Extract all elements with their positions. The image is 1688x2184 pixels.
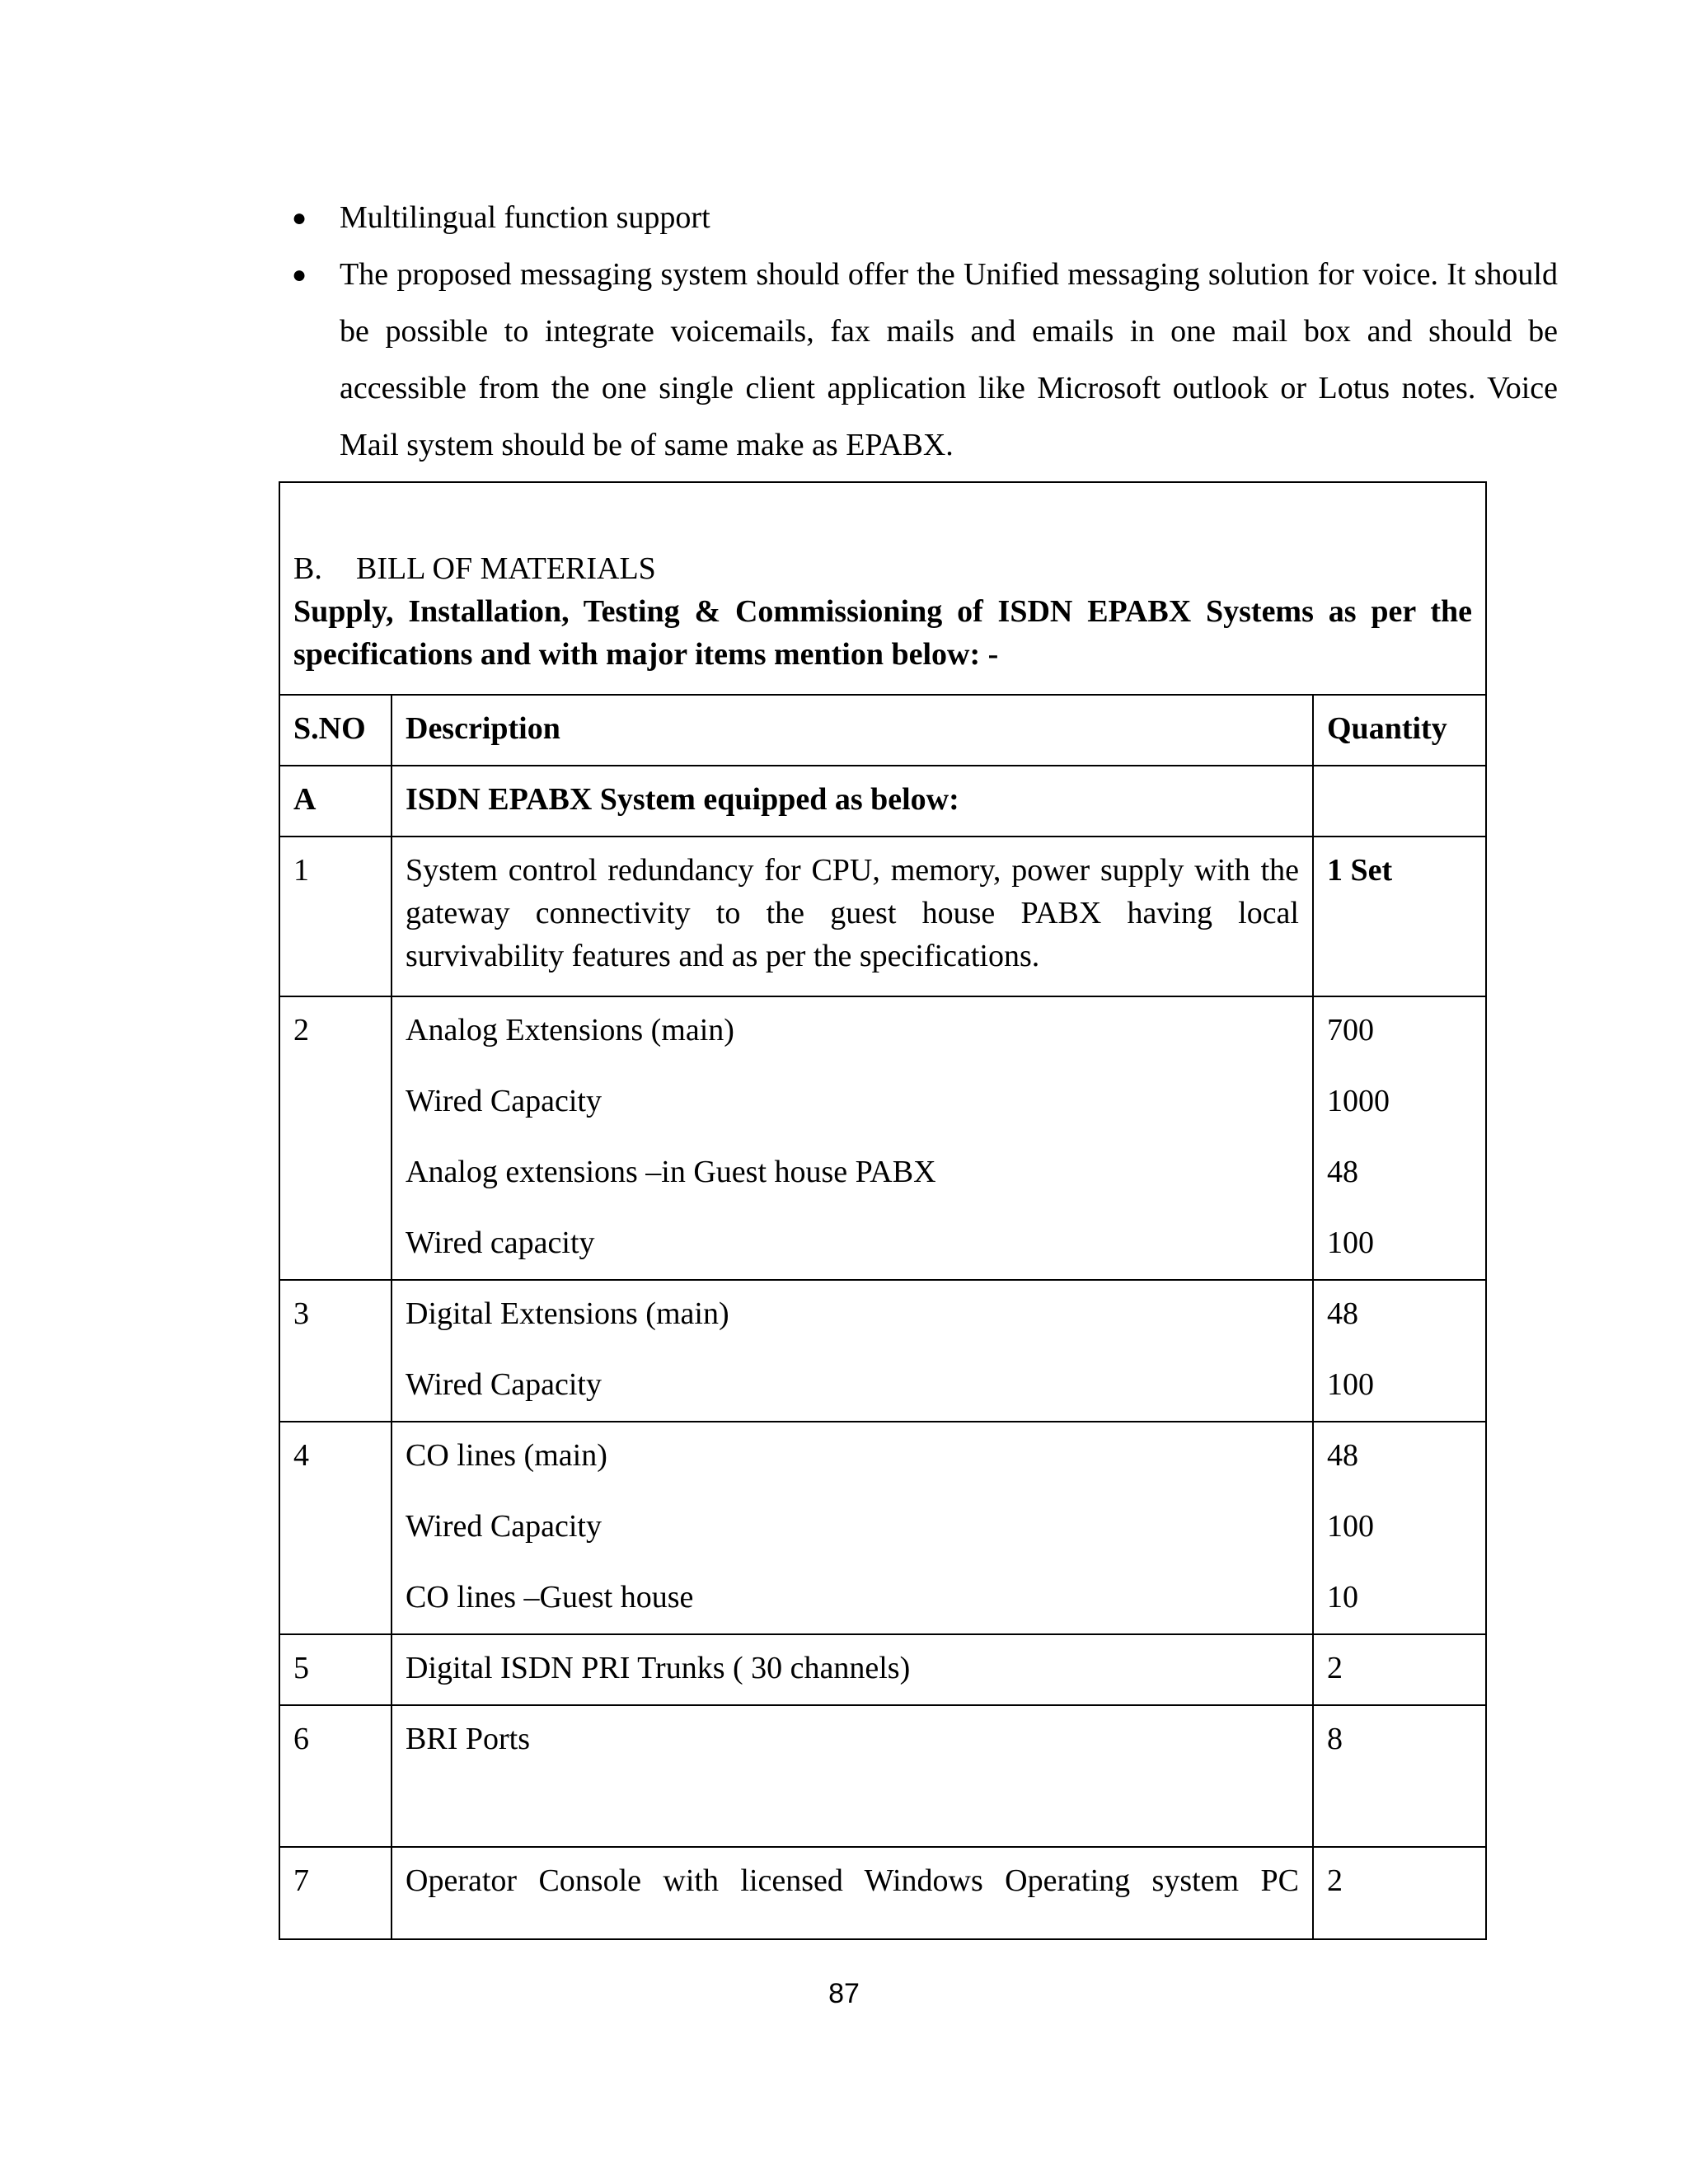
section-letter: B. <box>293 551 322 586</box>
table-group-row <box>279 766 1486 837</box>
row-qty: 48 <box>1327 1296 1358 1331</box>
table-row <box>279 1280 1486 1422</box>
bullet-icon: ● <box>292 204 307 232</box>
row-qty: 1000 <box>1327 1084 1390 1118</box>
section-heading <box>293 547 1472 590</box>
table-row <box>279 1705 1486 1847</box>
table-row <box>279 1847 1486 1939</box>
row-line: Wired Capacity <box>406 1084 602 1118</box>
table-row <box>279 1634 1486 1705</box>
row-description <box>392 1422 1313 1634</box>
row-quantity <box>1313 1280 1486 1422</box>
row-qty: 48 <box>1327 1155 1358 1189</box>
header-description: Description <box>392 695 1313 766</box>
row-description: Digital ISDN PRI Trunks ( 30 channels) <box>392 1634 1313 1705</box>
table-row <box>279 1422 1486 1634</box>
row-qty: 100 <box>1327 1509 1374 1544</box>
row-qty: 700 <box>1327 1013 1374 1047</box>
bullet-icon: ● <box>292 261 307 288</box>
row-quantity: 2 <box>1313 1634 1486 1705</box>
row-qty: 10 <box>1327 1580 1358 1615</box>
table-row <box>279 996 1486 1280</box>
row-quantity: 2 <box>1313 1847 1486 1939</box>
row-line: Wired Capacity <box>406 1509 602 1544</box>
row-quantity: 8 <box>1313 1705 1486 1847</box>
header-sno: S.NO <box>279 695 392 766</box>
table-header-row <box>279 695 1486 766</box>
row-line: CO lines (main) <box>406 1438 607 1473</box>
group-sno: A <box>279 766 392 837</box>
group-description: ISDN EPABX System equipped as below: <box>392 766 1313 837</box>
row-sno: 7 <box>279 1847 392 1939</box>
row-quantity <box>1313 1422 1486 1634</box>
row-sno: 6 <box>279 1705 392 1847</box>
row-description: System control redundancy for CPU, memory, power supply with the gateway connectivity to the guest house PABX having local survivability features and as per the specifications. <box>392 837 1313 996</box>
table-title-cell <box>279 482 1486 695</box>
row-sno: 4 <box>279 1422 392 1634</box>
bullet-text: Multilingual function support <box>340 200 710 235</box>
row-line: Wired capacity <box>406 1226 595 1260</box>
group-quantity <box>1313 766 1486 837</box>
page-number: 87 <box>828 1978 860 2009</box>
row-line: CO lines –Guest house <box>406 1580 694 1615</box>
row-sno: 1 <box>279 837 392 996</box>
row-line: Analog extensions –in Guest house PABX <box>406 1155 936 1189</box>
table-row <box>279 837 1486 996</box>
bullet-item <box>292 190 1558 246</box>
row-description <box>392 996 1313 1280</box>
row-quantity: 1 Set <box>1313 837 1486 996</box>
row-sno: 2 <box>279 996 392 1280</box>
row-description: Operator Console with licensed Windows Operating system PC <box>392 1847 1313 1939</box>
row-line: Analog Extensions (main) <box>406 1013 734 1047</box>
row-qty: 100 <box>1327 1367 1374 1402</box>
row-description <box>392 1280 1313 1422</box>
row-sno: 3 <box>279 1280 392 1422</box>
header-quantity: Quantity <box>1313 695 1486 766</box>
bullet-list <box>292 190 1558 474</box>
bullet-item <box>292 246 1558 474</box>
section-title: BILL OF MATERIALS <box>356 551 656 586</box>
table-subtitle: Supply, Installation, Testing & Commissioning of ISDN EPABX Systems as per the specifications and with major items mention below: - <box>293 594 1472 672</box>
row-line: Digital Extensions (main) <box>406 1296 729 1331</box>
row-sno: 5 <box>279 1634 392 1705</box>
row-line: Wired Capacity <box>406 1367 602 1402</box>
row-description: BRI Ports <box>392 1705 1313 1847</box>
row-qty: 48 <box>1327 1438 1358 1473</box>
row-qty: 100 <box>1327 1226 1374 1260</box>
row-quantity <box>1313 996 1486 1280</box>
bill-of-materials-table <box>279 481 1487 1940</box>
bullet-text: The proposed messaging system should offer the Unified messaging solution for voice. It should be possible to integrate voicemails, fax mails and emails in one mail box and should be accessible from the one single client application like Microsoft outlook or Lotus notes. Voice Mail system should be of same make as EPABX. <box>340 257 1558 462</box>
